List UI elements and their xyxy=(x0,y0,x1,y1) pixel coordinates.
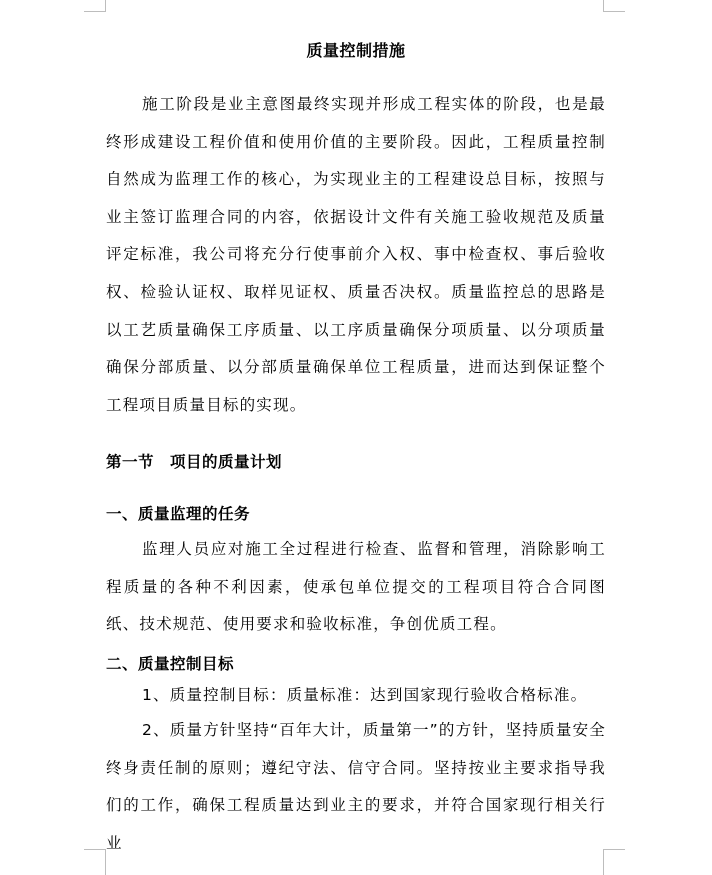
intro-block xyxy=(106,86,606,424)
subsection-1-heading: 一、质量监理的任务 xyxy=(106,505,251,523)
subsection-2-heading: 二、质量控制目标 xyxy=(106,655,235,673)
subsection-2-item-1: 1、质量控制目标：质量标准：达到国家现行验收合格标准。 xyxy=(142,686,588,704)
section-heading: 第一节 项目的质量计划 xyxy=(106,453,283,471)
corner-mark-bottom-left-h xyxy=(84,849,106,850)
corner-mark-top-right-h xyxy=(603,11,625,12)
corner-mark-top-left-h xyxy=(84,11,106,12)
subsection-1-paragraph: 监理人员应对施工全过程进行检查、监督和管理，消除影响工程质量的各种不利因素，使承包单位提交的工程项目符合合同图纸、技术规范、使用要求和验收标准，争创优质工程。 xyxy=(106,540,606,634)
subsection-2-item-2: 2、质量方针坚持“百年大计，质量第一”的方针，坚持质量安全终身责任制的原则；遵纪守法、信守合同。坚持按业主要求指导我们的工作，确保工程质量达到业主的要求，并符合国家现行相关行业 xyxy=(106,721,606,852)
intro-paragraph: 施工阶段是业主意图最终实现并形成工程实体的阶段，也是最终形成建设工程价值和使用价值的主要阶段。因此，工程质量控制自然成为监理工作的核心，为实现业主的工程建设总目标，按照与业主签订监理合同的内容，依据设计文件有关施工验收规范及质量评定标准，我公司将充分行使事前介入权、事中检查权、事后验收权、检验认证权、取样见证权、质量否决权。质量监控总的思路是以工艺质量确保工序质量、以工序质量确保分项质量、以分项质量确保分部质量、以分部质量确保单位工程质量，进而达到保证整个工程项目质量目标的实现。 xyxy=(106,95,606,414)
subsection-2-item-2-block xyxy=(106,712,606,862)
page-title: 质量控制措施 xyxy=(306,41,406,60)
corner-mark-top-left-v xyxy=(105,0,106,12)
corner-mark-top-right-v xyxy=(603,0,604,12)
subsection-1-block xyxy=(106,531,606,644)
corner-mark-bottom-right-h xyxy=(603,849,625,850)
